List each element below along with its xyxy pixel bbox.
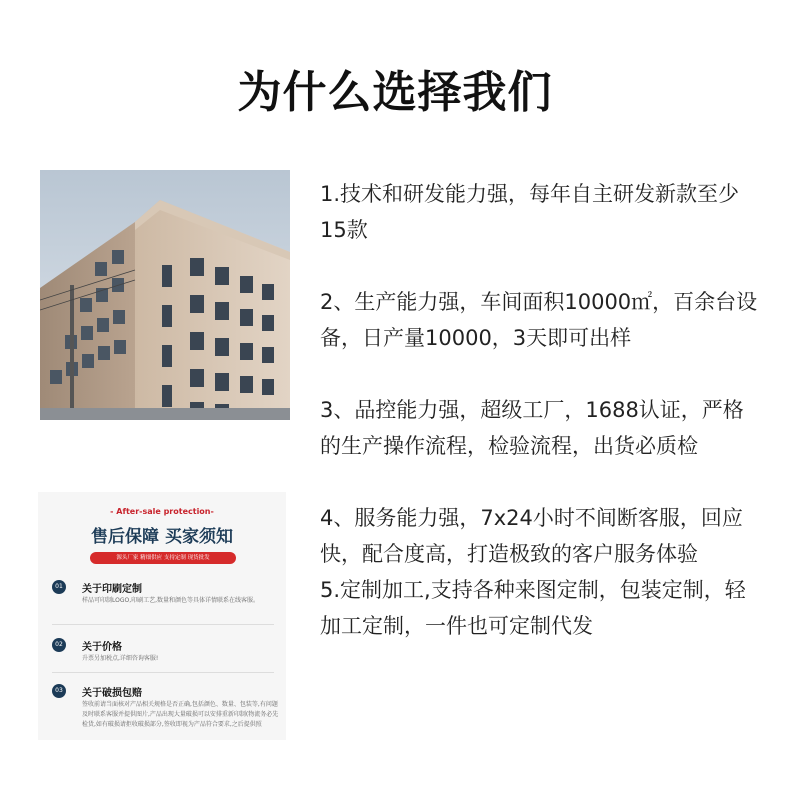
item-body: 签收前请当面核对产品相关规格是否正确,包括颜色、数量、包装等,有问题及时联系客服并提供图片,产品出现大量破损可以安排重新印制(物流务必先检货,如有破损请拒收破损部分,签收即视为产品符合要求,之后提供照 [82,701,279,728]
item-title: 关于印刷定制 [82,584,142,595]
item-number-badge: 02 [52,638,66,652]
reason-item: 5.定制加工,支持各种来图定制，包装定制，轻加工定制，一件也可定制代发 [320,578,746,638]
factory-photo [40,170,290,420]
page-title: 为什么选择我们 [237,67,553,118]
after-sale-tagline: 源头厂家 精细供应 支持定制 现货批发 [90,552,236,564]
reason-item: 2、生产能力强，车间面积10000㎡，百余台设备，日产量10000，3天即可出样 [320,290,758,350]
item-body: 样品可印制LOGO,印刷工艺,数量和颜色等具体详情联系在线客服。 [82,597,260,604]
card-divider [52,672,274,673]
reason-item: 3、品控能力强，超级工厂，1688认证，严格的生产操作流程，检验流程，出货必质检 [320,398,744,458]
after-sale-card [38,492,286,740]
reasons-list [320,176,760,644]
reason-item: 1.技术和研发能力强，每年自主研发新款至少15款 [320,182,740,242]
item-number-badge: 01 [52,580,66,594]
item-title: 关于破损包赔 [82,688,142,699]
item-title: 关于价格 [82,642,122,653]
factory-building-image [40,170,290,420]
after-sale-heading: 售后保障 买家须知 [91,527,233,547]
item-body: 升票另加税点,详细咨询客服! [82,655,159,662]
after-sale-english-heading: - After-sale protection- [110,507,214,516]
card-divider [52,624,274,625]
reason-item: 4、服务能力强，7x24小时不间断客服，回应快，配合度高，打造极致的客户服务体验 [320,506,743,566]
item-number-badge: 03 [52,684,66,698]
